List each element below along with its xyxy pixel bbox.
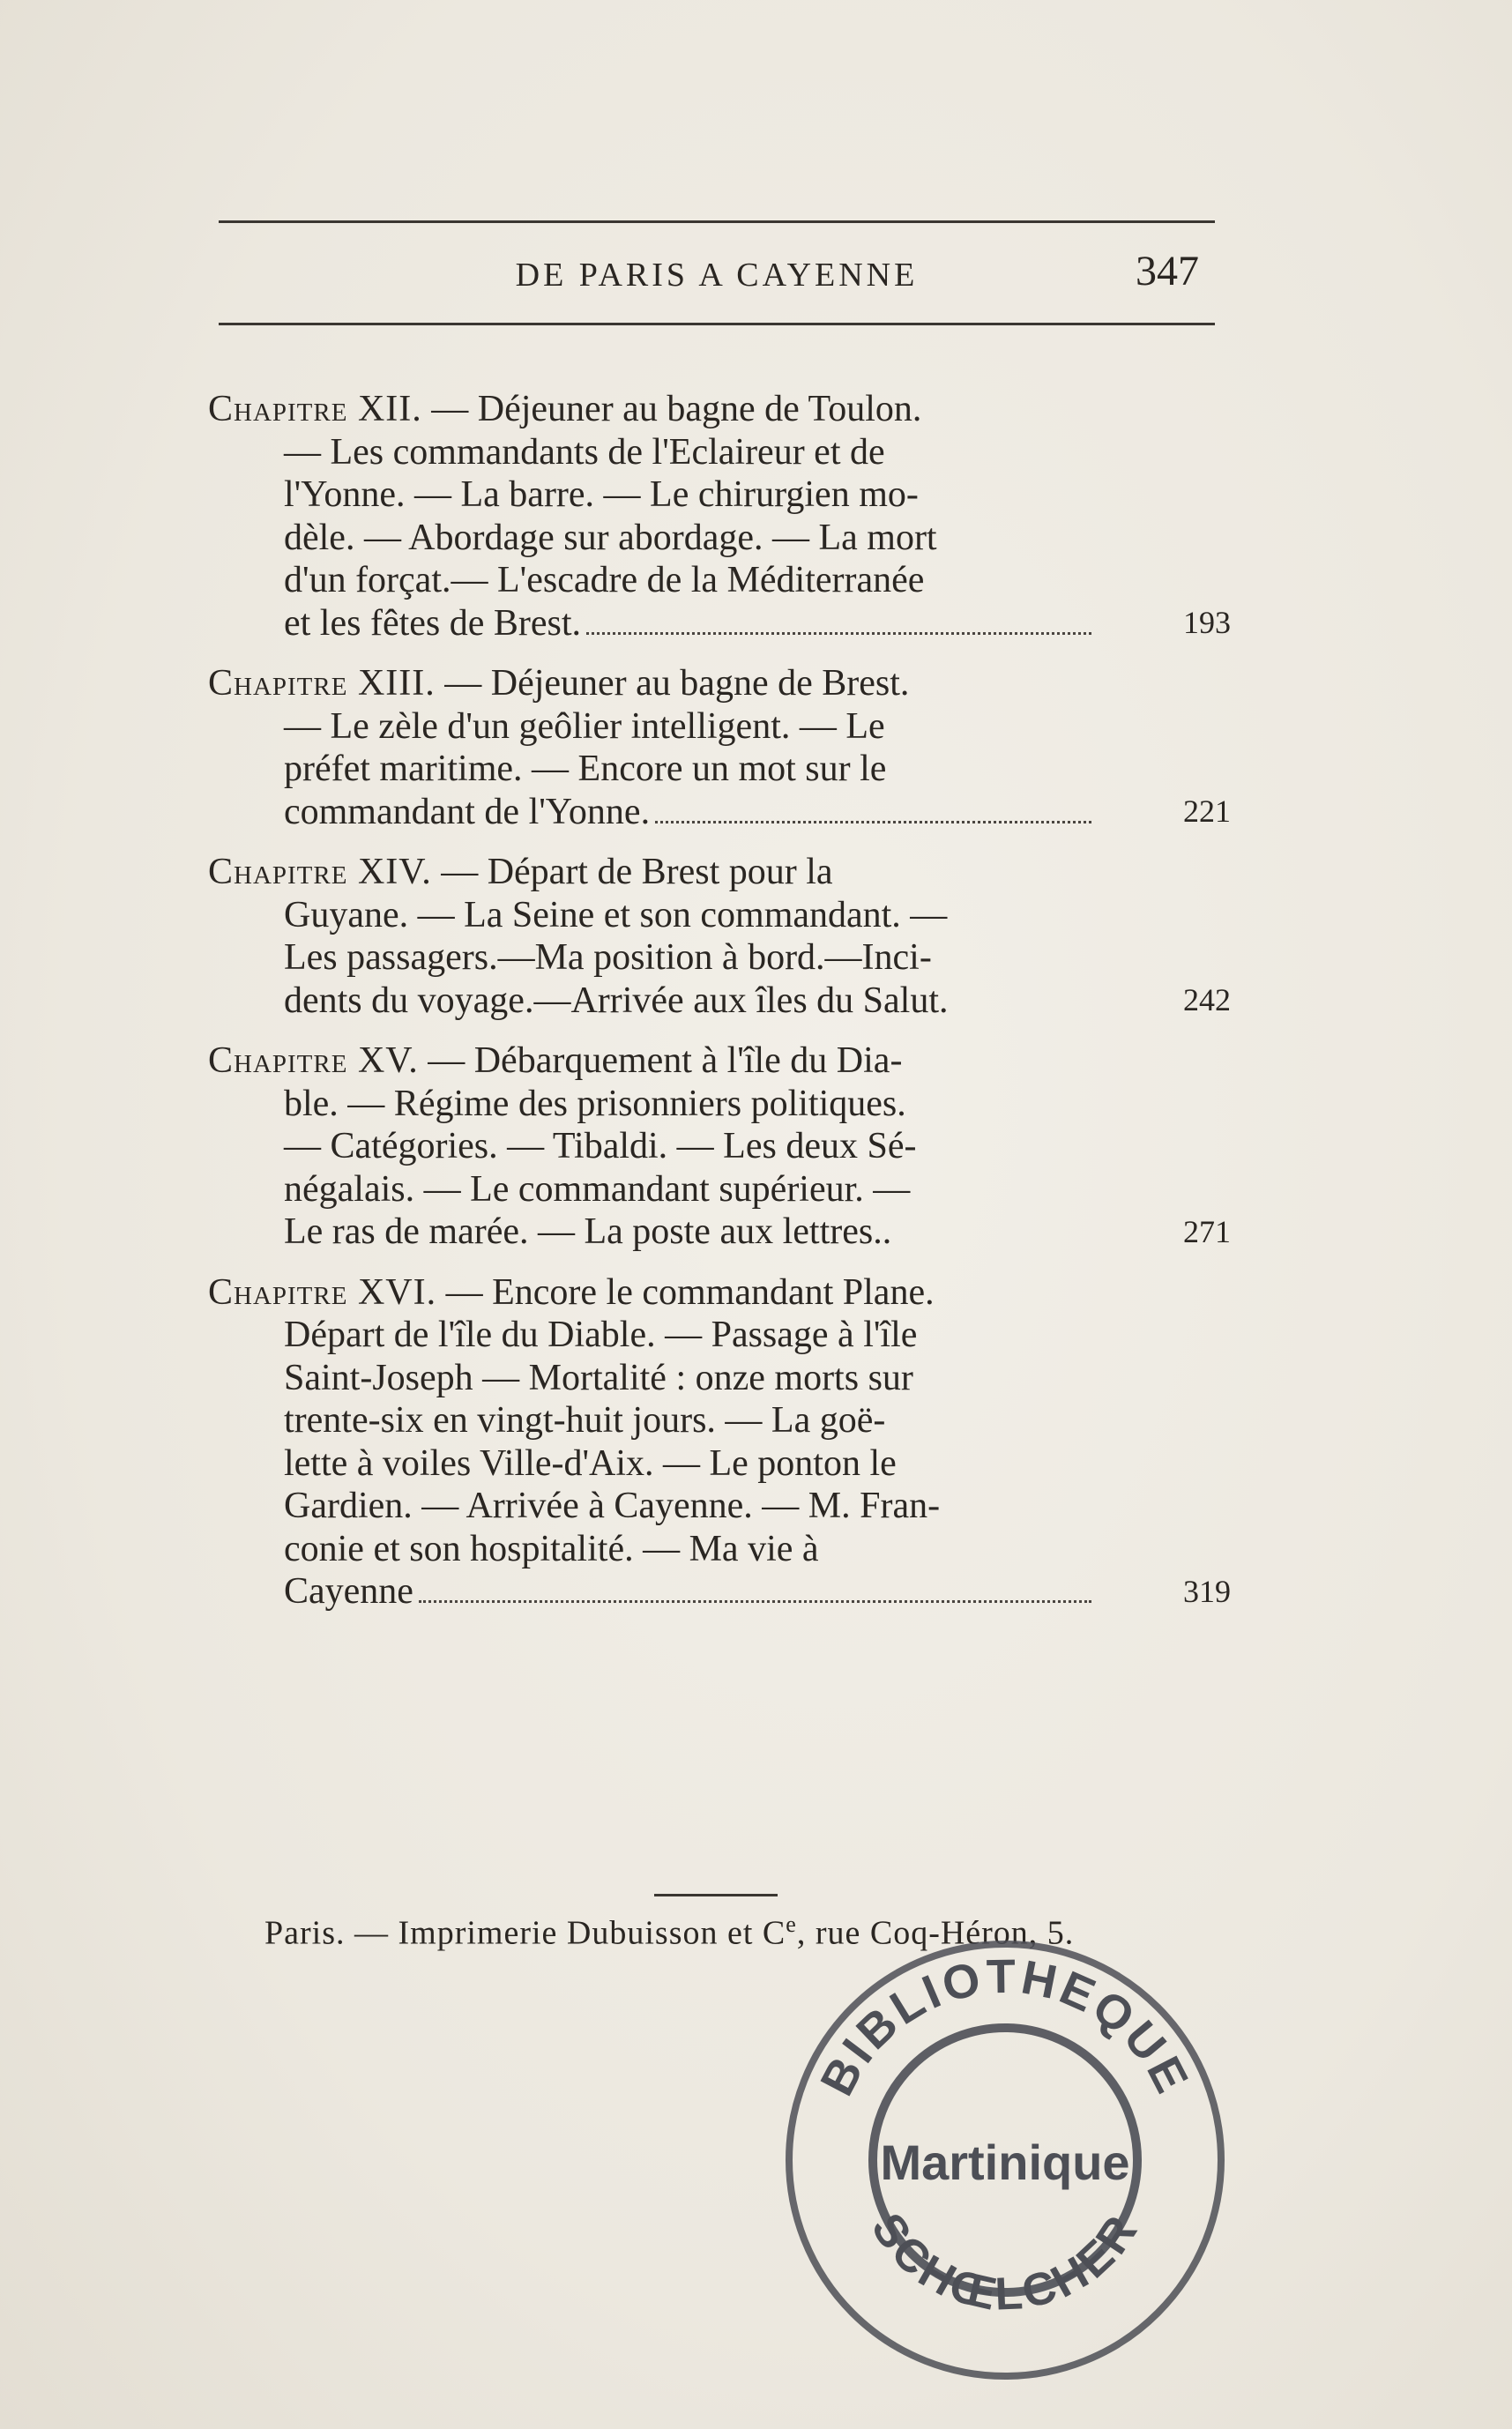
imprint-superscript: e — [786, 1911, 797, 1937]
toc-page-number: 319 — [1183, 1573, 1231, 1609]
toc-line: ble. — Régime des prisonniers politiques. — [284, 1083, 906, 1124]
toc-line: dèle. — Abordage sur abordage. — La mort — [284, 517, 937, 558]
toc-line: négalais. — Le commandant supérieur. — — [284, 1168, 911, 1210]
chapter-title-start: — Débarquement à l'île du Dia- — [418, 1040, 903, 1081]
toc-page-number: 271 — [1183, 1213, 1231, 1249]
toc-line-last: commandant de l'Yonne. — [284, 791, 651, 832]
chapter-title-start: — Encore le commandant Plane. — [436, 1271, 935, 1313]
toc-line: Départ de l'île du Diable. — Passage à l'île — [284, 1315, 918, 1355]
toc-line: — Les commandants de l'Eclaireur et de — [284, 431, 885, 473]
toc-line: — Catégories. — Tibaldi. — Les deux Sé- — [284, 1126, 917, 1166]
table-of-contents — [208, 388, 1231, 1631]
toc-line: préfet maritime. — Encore un mot sur le — [284, 749, 887, 789]
chapter-label: Chapitre XV. — [208, 1040, 419, 1081]
toc-line: l'Yonne. — La barre. — Le chirurgien mo- — [284, 474, 919, 515]
chapter-title-start: — Départ de Brest pour la — [431, 852, 833, 892]
chapter-label: Chapitre XVI. — [208, 1271, 437, 1313]
page-number: 347 — [1136, 248, 1199, 294]
toc-line-last: dents du voyage.—Arrivée aux îles du Salut. — [284, 980, 949, 1021]
toc-line-last: et les fêtes de Brest. — [284, 602, 582, 644]
dot-leader — [655, 821, 1091, 823]
chapter-label: Chapitre XIII. — [208, 663, 436, 704]
stamp-top-text: BIBLIOTHEQUE — [810, 1949, 1200, 2105]
stamp-bottom-text: SCHŒLCHER — [860, 2204, 1150, 2321]
stamp-center-text: Martinique — [880, 2135, 1130, 2190]
toc-page-number: 221 — [1183, 794, 1231, 829]
header-rule-top — [219, 220, 1215, 223]
toc-line: d'un forçat.— L'escadre de la Méditerranée — [284, 560, 925, 600]
toc-line: — Le zèle d'un geôlier intelligent. — Le — [284, 705, 885, 747]
toc-entry-xii — [208, 388, 1231, 645]
toc-line: Gardien. — Arrivée à Cayenne. — M. Fran- — [284, 1486, 941, 1526]
toc-line: lette à voiles Ville-d'Aix. — Le ponton le — [284, 1442, 897, 1484]
imprint-text: Paris. — Imprimerie Dubuisson et C — [264, 1914, 786, 1952]
chapter-title-start: — Déjeuner au bagne de Toulon. — [421, 389, 922, 429]
header-rule-bottom — [219, 323, 1215, 325]
toc-line: conie et son hospitalité. — Ma vie à — [284, 1528, 819, 1569]
running-title: DE PARIS A CAYENNE — [515, 257, 919, 294]
toc-line-last: Le ras de marée. — La poste aux lettres.. — [284, 1211, 892, 1252]
library-stamp-icon — [776, 1931, 1234, 2389]
toc-line: Guyane. — La Seine et son commandant. — — [284, 894, 948, 935]
svg-text:SCHŒLCHER — [861, 2204, 1150, 2321]
chapter-label: Chapitre XII. — [208, 389, 422, 429]
toc-entry-xv — [208, 1039, 1231, 1254]
toc-line: trente-six en vingt-huit jours. — La goë- — [284, 1400, 886, 1441]
chapter-title-start: — Déjeuner au bagne de Brest. — [435, 663, 910, 704]
imprint-rule — [654, 1894, 778, 1896]
dot-leader — [586, 632, 1091, 635]
dot-leader — [419, 1600, 1091, 1603]
toc-line: Les passagers.—Ma position à bord.—Inci- — [284, 937, 932, 978]
chapter-label: Chapitre XIV. — [208, 852, 432, 892]
toc-entry-xvi — [208, 1271, 1231, 1613]
toc-entry-xiii — [208, 662, 1231, 833]
toc-page-number: 242 — [1183, 982, 1231, 1017]
toc-line: Saint-Joseph — Mortalité : onze morts sur — [284, 1357, 913, 1398]
toc-line-last: Cayenne — [284, 1571, 413, 1612]
toc-page-number: 193 — [1183, 605, 1231, 640]
toc-entry-xiv — [208, 851, 1231, 1022]
imprint-address: , rue Coq-Héron, 5. — [796, 1914, 1075, 1952]
